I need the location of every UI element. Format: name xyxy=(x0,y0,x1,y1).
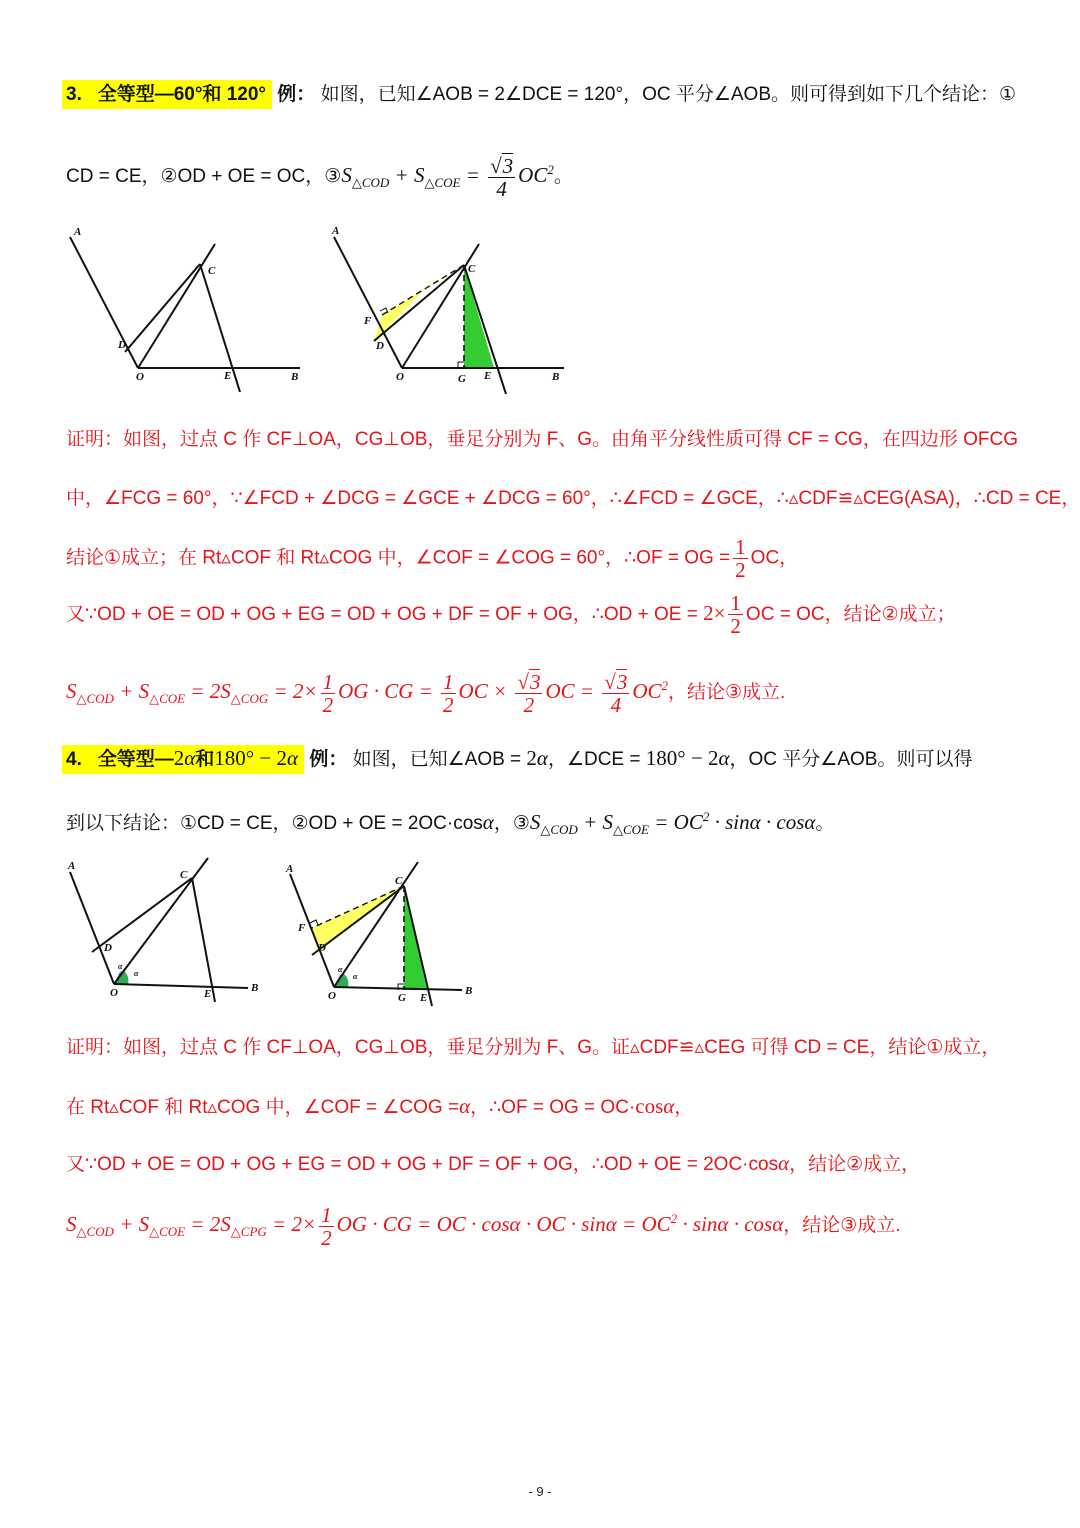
svg-text:D: D xyxy=(376,340,384,352)
svg-text:A: A xyxy=(74,226,82,238)
section3-number: 3. xyxy=(66,84,82,105)
section4-conclusions-end: 。 xyxy=(815,813,835,834)
svg-text:E: E xyxy=(484,370,492,382)
section4-conclusions-b: ，③ xyxy=(493,813,530,834)
alpha-symbol: α xyxy=(482,810,494,834)
svg-text:D: D xyxy=(118,339,126,351)
section3-proof-line3 xyxy=(66,536,798,581)
section4-conclusions-line xyxy=(66,802,834,845)
section4-proof-line3 xyxy=(66,1148,920,1180)
svg-text:G: G xyxy=(398,992,406,1004)
svg-text:E: E xyxy=(204,988,212,1000)
section4-proof-line2-end: ， xyxy=(674,1097,694,1118)
section4-title-part2: 和 xyxy=(195,749,215,770)
section3-area-formula: $S_{\triangle COD} + S_{\triangle COE} = 2S_{\triangle COG} = 2\times$ $\frac{1}{2}$ OG · CG = $\frac{1}{2}$ OC × $\frac{√3}{2}$ OC = $\frac{√3}{4}$ $OC^2$ xyxy=(66,669,669,717)
section3-proof-line3-end: OC， xyxy=(750,547,799,569)
section4-proof-line3-end: ，结论②成立， xyxy=(789,1154,921,1175)
page-number: - 9 - xyxy=(528,1484,552,1499)
section4-proof-line2-text: 在 Rt▵COF 和 Rt▵COG 中，∠COF = ∠COG = xyxy=(66,1097,460,1118)
section4-area-formula: $S_{\triangle COD} + S_{\triangle COE} = 2S_{\triangle CPG} = 2\times$ $\frac{1}{2}$ OG · CG = OC · cosα · OC · $\sin\alpha = OC^2 \cdot \sin\alpha \cdot \cos\alpha$ xyxy=(66,1202,784,1250)
section4-intro-a: 如图，已知∠AOB = xyxy=(352,749,522,770)
svg-text:E: E xyxy=(420,992,428,1004)
section3-figure-left xyxy=(60,222,310,392)
section3-conclusions-text: CD = CE，②OD + OE = OC，③ xyxy=(66,166,342,187)
svg-text:O: O xyxy=(136,371,144,383)
svg-text:B: B xyxy=(251,982,259,994)
alpha-symbol: α xyxy=(459,1094,471,1118)
section4-figure-right xyxy=(282,860,482,1010)
section4-title-highlight: 4. 全等型—2α和180° − 2α xyxy=(62,745,304,774)
svg-text:B: B xyxy=(465,985,473,997)
svg-text:O: O xyxy=(396,371,404,383)
section4-proof-line4-end: ，结论③成立. xyxy=(783,1215,901,1236)
svg-text:A: A xyxy=(68,860,76,872)
svg-text:C: C xyxy=(395,875,403,887)
section4-formula: $S_{\triangle COD} + S_{\triangle COE} = OC^2 \cdot \sin\alpha \cdot \cos\alpha$ xyxy=(529,809,816,837)
alpha-symbol: α xyxy=(184,746,196,770)
svg-text:F: F xyxy=(298,922,306,934)
alpha-symbol: α xyxy=(287,746,299,770)
section3-figure-right xyxy=(322,222,582,402)
svg-text:F: F xyxy=(364,315,372,327)
section4-proof-line2: 在 Rt▵COF 和 Rt▵COG 中，∠COF = ∠COG =α，∴OF = OG = OC·cosα， xyxy=(66,1094,694,1118)
alpha-symbol: α xyxy=(778,1151,790,1175)
section3-proof-line2: 中，∠FCG = 60°，∵∠FCD + ∠DCG = ∠GCE + ∠DCG = 60°，∴∠FCD = ∠GCE，∴▵CDF≌▵CEG(ASA)，∴CD = CE， xyxy=(66,488,1080,509)
section3-proof-line4-end: OC = OC，结论②成立； xyxy=(745,604,956,625)
section3-conclusions-line xyxy=(66,148,573,205)
section3-proof-line1: 证明：如图，过点 C 作 CF⊥OA，CG⊥OB，垂足分别为 F、G。由角平分线性质可得 CF = CG，在四边形 OFCG xyxy=(66,429,1018,450)
section4-proof-line2-b: ，∴OF = OG = OC· xyxy=(470,1097,636,1118)
section3-intro: 如图，已知∠AOB = 2∠DCE = 120°，OC 平分∠AOB。则可得到如下几个结论：① xyxy=(320,84,1017,105)
section3-proof-line5 xyxy=(66,660,785,725)
svg-text:D: D xyxy=(318,942,326,954)
svg-text:O: O xyxy=(110,987,118,999)
svg-text:E: E xyxy=(224,370,232,382)
svg-text:B: B xyxy=(552,371,560,383)
section3-proof-line5-end: ，结论③成立. xyxy=(668,682,786,703)
section4-heading-line: 4. 全等型—2α和180° − 2α 例： 如图，已知∠AOB = 2α，∠DCE = 180° − 2α，OC 平分∠AOB。则可以得 xyxy=(66,743,972,775)
section3-conclusions-end: 。 xyxy=(553,166,573,187)
section3-formula: $S_{\triangle COD} + S_{\triangle COE}$ = $\frac{√3}{4}$ $OC^2$ xyxy=(341,153,554,201)
svg-text:A: A xyxy=(332,225,340,237)
section4-figure-left xyxy=(62,856,272,1006)
section4-proof-line1: 证明：如图，过点 C 作 CF⊥OA，CG⊥OB，垂足分别为 F、G。证▵CDF≌▵CEG 可得 CD = CE，结论①成立， xyxy=(66,1037,1001,1058)
svg-text:O: O xyxy=(328,990,336,1002)
frac-half: $\frac{1}{2}$ xyxy=(730,591,741,639)
section4-proof-line4 xyxy=(66,1194,901,1257)
section4-conclusions-text: 到以下结论：①CD = CE，②OD + OE = 2OC·cos xyxy=(66,813,483,834)
section4-intro-c: ，OC 平分∠AOB。则可以得 xyxy=(729,749,973,770)
svg-text:C: C xyxy=(468,263,476,275)
section3-title: 全等型—60°和 120° xyxy=(97,84,267,105)
section4-intro-b: ，∠DCE = xyxy=(547,749,641,770)
section4-number: 4. xyxy=(66,749,82,770)
section3-heading-line xyxy=(66,80,1016,110)
section3-example-label: 例： xyxy=(277,84,316,105)
svg-text:G: G xyxy=(458,373,466,385)
frac-half: $\frac{1}{2}$ xyxy=(735,535,746,582)
svg-text:α: α xyxy=(353,972,358,981)
section3-proof-line3-text: 结论①成立；在 Rt▵COF 和 Rt▵COG 中，∠COF = ∠COG = 60°，∴OF = OG = xyxy=(66,547,731,569)
section4-title-part1: 全等型— xyxy=(97,749,174,770)
svg-text:C: C xyxy=(208,265,216,277)
section3-proof-line4: 又∵OD + OE = OD + OG + EG = OD + OG + DF = OF + OG，∴OD + OE = 2× $\frac{1}{2}$ OC = OC，结论②成立； xyxy=(66,591,956,639)
svg-text:α: α xyxy=(134,969,139,978)
svg-text:α: α xyxy=(338,965,343,974)
svg-text:α: α xyxy=(118,962,123,971)
section3-title-highlight xyxy=(62,80,272,109)
svg-text:D: D xyxy=(104,942,112,954)
svg-text:A: A xyxy=(286,863,294,875)
section3-proof-line4-text: 又∵OD + OE = OD + OG + EG = OD + OG + DF = OF + OG，∴OD + OE = xyxy=(66,604,698,625)
svg-text:C: C xyxy=(180,869,188,881)
svg-text:B: B xyxy=(291,371,299,383)
alpha-symbol: α xyxy=(663,1094,675,1118)
section4-proof-line3-text: 又∵OD + OE = OD + OG + EG = OD + OG + DF = OF + OG，∴OD + OE = 2OC·cos xyxy=(66,1154,779,1175)
section4-example-label: 例： xyxy=(309,749,348,770)
alpha-symbol: α xyxy=(718,746,730,770)
alpha-symbol: α xyxy=(536,746,548,770)
